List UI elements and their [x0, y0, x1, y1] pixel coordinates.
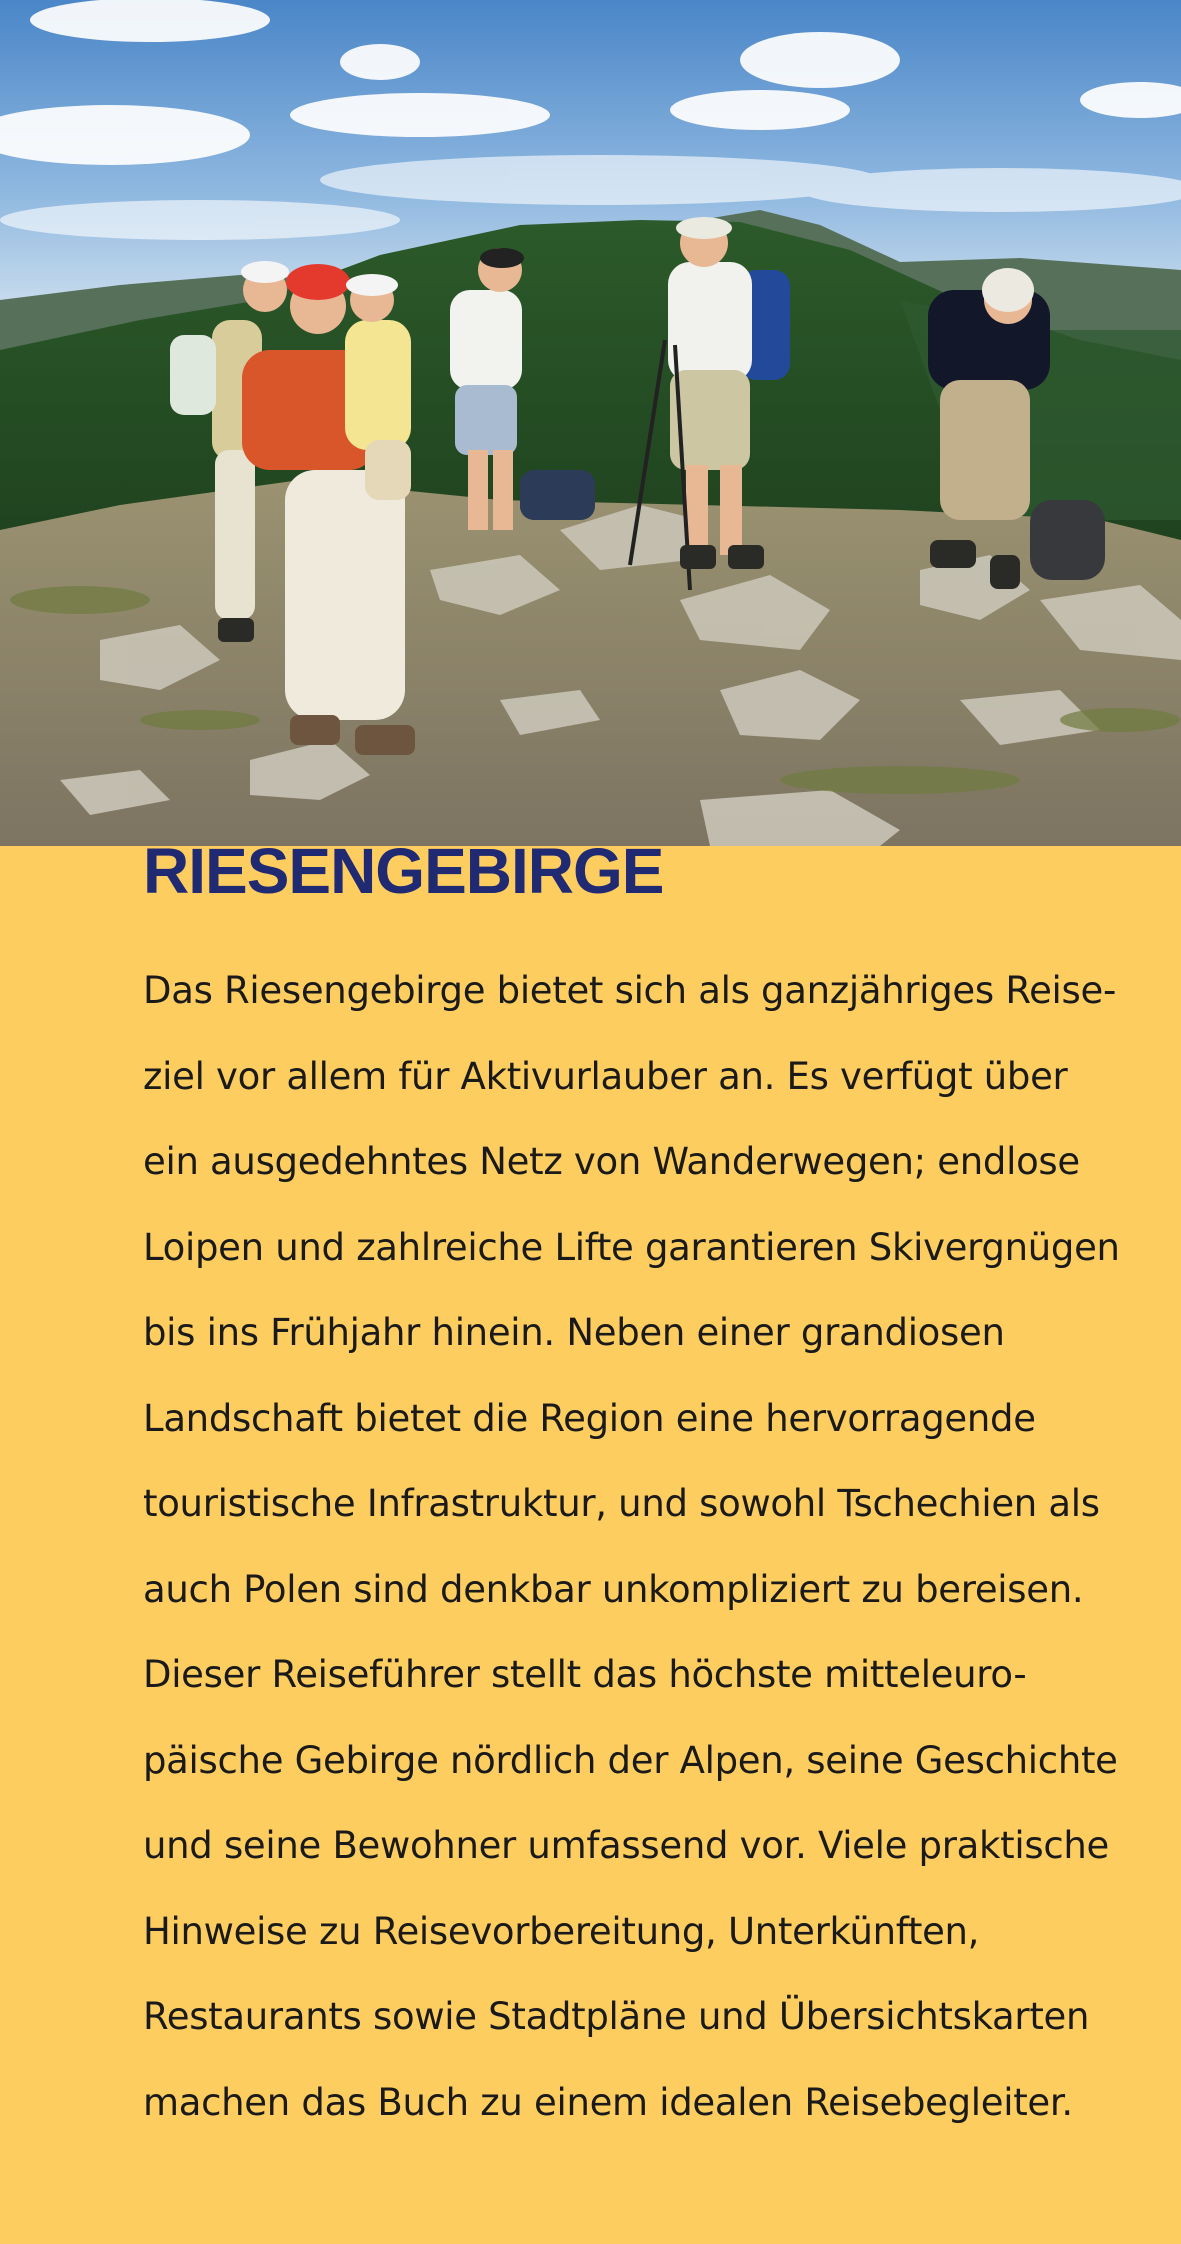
text-line: Restaurants sowie Stadtpläne und Übersichtskarten	[143, 1995, 1090, 2038]
page-title: RIESENGEBIRGE	[143, 835, 664, 907]
hiking-group-photo	[0, 0, 1181, 846]
text-line: Hinweise zu Reisevorbereitung, Unterkünften,	[143, 1909, 980, 1953]
text-line: bis ins Frühjahr hinein. Neben einer grandiosen	[143, 1311, 1005, 1354]
text-line: Dieser Reiseführer stellt das höchste mitteleuro-	[143, 1653, 1027, 1696]
text-line: Das Riesengebirge bietet sich als ganzjähriges Reise-	[143, 969, 1117, 1012]
description-text	[143, 955, 1153, 2152]
text-line: Landschaft bietet die Region eine hervorragende	[143, 1396, 1036, 1440]
text-line: päische Gebirge nördlich der Alpen, seine Geschichte	[143, 1738, 1118, 1782]
text-line: touristische Infrastruktur, und sowohl Tschechien als	[143, 1482, 1100, 1525]
text-line: machen das Buch zu einem idealen Reisebegleiter.	[143, 2080, 1073, 2124]
text-line: ziel vor allem für Aktivurlauber an. Es verfügt über	[143, 1054, 1068, 1098]
text-line: Loipen und zahlreiche Lifte garantieren Skivergnügen	[143, 1225, 1120, 1269]
text-line: auch Polen sind denkbar unkompliziert zu bereisen.	[143, 1567, 1084, 1611]
text-line: und seine Bewohner umfassend vor. Viele praktische	[143, 1824, 1109, 1867]
text-line: ein ausgedehntes Netz von Wanderwegen; endlose	[143, 1140, 1080, 1183]
